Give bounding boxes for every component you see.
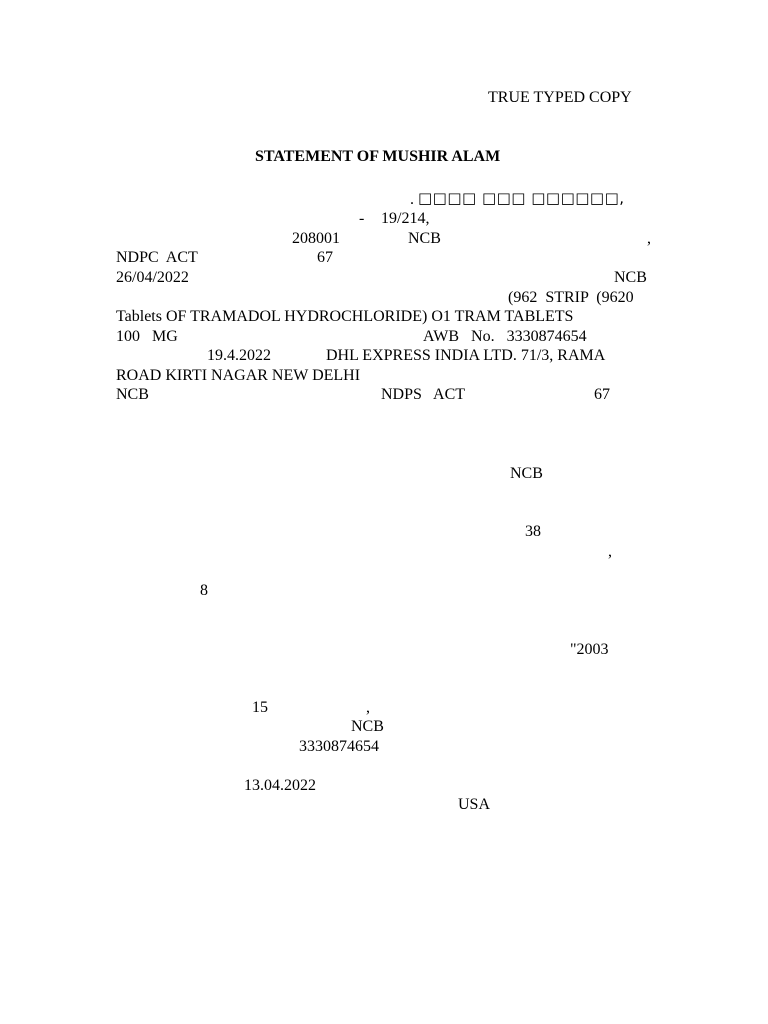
number-text: 38 [525,523,541,540]
courier-address-text: DHL EXPRESS INDIA LTD. 71/3, RAMA [326,347,606,364]
dosage-text: 100 MG [116,328,178,345]
address-number: 19/214, [381,210,430,227]
ndpc-act-text: NDPC ACT [116,249,198,266]
number-text: 8 [200,582,208,599]
true-typed-copy-label: TRUE TYPED COPY [488,89,632,106]
pin-code: 208001 [292,230,340,247]
ncb-text: NCB [408,230,441,247]
text-dot: . [410,191,414,208]
destination-text: USA [458,796,491,813]
text-comma: , [366,699,370,716]
text-dash: - [359,210,365,227]
statement-date: 26/04/2022 [116,269,189,286]
booking-date: 13.04.2022 [244,777,316,794]
ndps-act-text: NDPS ACT [381,386,466,403]
courier-address-text-2: ROAD KIRTI NAGAR NEW DELHI [116,367,361,384]
section-number: 67 [317,249,333,266]
tablets-description: Tablets OF TRAMADOL HYDROCHLORIDE) O1 TRAM TABLETS [116,308,574,325]
document-title: STATEMENT OF MUSHIR ALAM [255,148,501,165]
number-text: 15 [252,699,268,716]
text-comma: , [647,230,651,247]
awb-number: 3330874654 [299,738,379,755]
hindi-name-text: □□□□ □□□ □□□□□□, [418,189,625,207]
section-number: 67 [594,386,610,403]
shipment-date: 19.4.2022 [207,347,271,364]
year-text: "2003 [570,641,609,658]
text-comma: , [608,543,612,560]
awb-number-text: AWB No. 3330874654 [423,328,587,345]
ncb-text: NCB [614,269,647,286]
ncb-text: NCB [116,386,149,403]
ncb-text: NCB [351,718,384,735]
strip-quantity-text: (962 STRIP (9620 [508,289,634,306]
ncb-text: NCB [510,465,543,482]
